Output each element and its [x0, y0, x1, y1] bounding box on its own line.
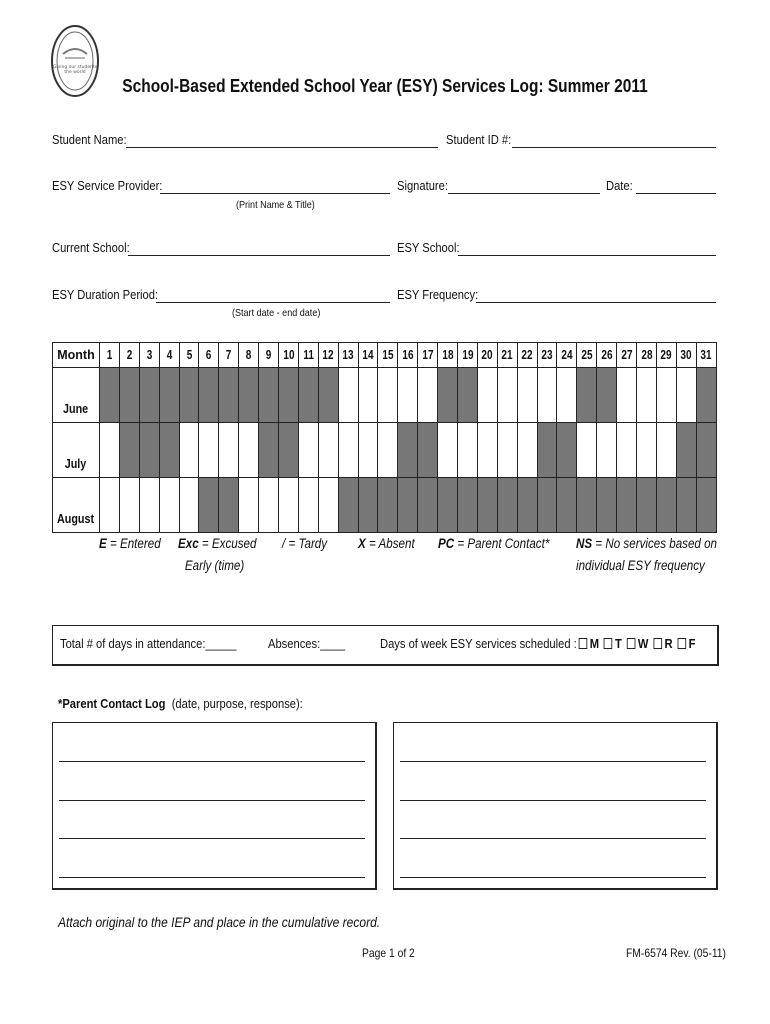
day-cell-no-service — [239, 368, 259, 423]
day-number: 10 — [282, 348, 295, 362]
day-cell-no-service — [497, 478, 517, 533]
day-number: 3 — [146, 348, 153, 362]
day-cell[interactable] — [199, 423, 219, 478]
frequency-label: ESY Frequency: — [397, 287, 479, 302]
legend-excused-text-2: Early (time) — [184, 558, 245, 573]
contact-line[interactable] — [400, 877, 706, 878]
contact-line[interactable] — [59, 838, 365, 839]
legend-absent — [358, 533, 415, 555]
day-header — [239, 343, 259, 368]
duration-field[interactable] — [156, 302, 390, 303]
day-cell-no-service — [676, 423, 696, 478]
day-number: 18 — [442, 348, 454, 362]
calendar-header-row — [53, 343, 717, 368]
svg-text:the world: the world — [64, 70, 86, 75]
day-header — [497, 343, 517, 368]
day-cell-no-service — [696, 423, 716, 478]
day-cell-no-service — [537, 478, 557, 533]
contact-log-title: *Parent Contact Log — [58, 696, 166, 711]
day-cell[interactable] — [239, 478, 259, 533]
day-cell[interactable] — [139, 478, 159, 533]
legend-entered-text: = Entered — [106, 536, 161, 551]
day-cell[interactable] — [497, 368, 517, 423]
day-number: 22 — [521, 348, 533, 362]
day-cell[interactable] — [418, 368, 438, 423]
date-field[interactable] — [636, 193, 716, 194]
esy-school-label: ESY School: — [397, 240, 460, 255]
day-number: 20 — [481, 348, 493, 362]
day-cell[interactable] — [239, 423, 259, 478]
day-monday: M — [589, 636, 600, 651]
day-cell-no-service — [438, 368, 458, 423]
month-row — [53, 423, 717, 478]
day-cell[interactable] — [298, 423, 318, 478]
day-header — [676, 343, 696, 368]
student-name-label: Student Name: — [52, 132, 127, 147]
day-cell-no-service — [517, 478, 537, 533]
day-number: 1 — [106, 348, 113, 362]
day-cell[interactable] — [100, 423, 120, 478]
day-cell[interactable] — [458, 423, 478, 478]
day-number: 17 — [422, 348, 434, 362]
checkbox-wednesday[interactable] — [627, 638, 636, 649]
day-cell-no-service — [259, 423, 279, 478]
esy-school-field[interactable] — [458, 255, 716, 256]
day-cell-no-service — [617, 478, 637, 533]
contact-line[interactable] — [400, 838, 706, 839]
absences-field[interactable]: Absences:____ — [268, 636, 346, 651]
legend-excused-text: = Excused — [198, 536, 257, 551]
day-header — [338, 343, 358, 368]
day-cell[interactable] — [517, 368, 537, 423]
checkbox-thursday[interactable] — [653, 638, 662, 649]
day-cell-no-service — [338, 478, 358, 533]
legend-pc-text: = Parent Contact* — [454, 536, 550, 551]
day-tuesday: T — [615, 636, 622, 651]
contact-line[interactable] — [59, 761, 365, 762]
day-cell-no-service — [358, 478, 378, 533]
month-name — [53, 368, 100, 423]
attendance-calendar — [52, 342, 717, 533]
duration-hint: (Start date - end date) — [232, 307, 321, 319]
date-label: Date: — [606, 178, 633, 193]
legend-absent-key: X — [358, 536, 366, 551]
month-name-text: July — [65, 457, 87, 471]
provider-hint: (Print Name & Title) — [236, 199, 315, 211]
day-cell-no-service — [279, 423, 299, 478]
day-cell[interactable] — [179, 478, 199, 533]
contact-line[interactable] — [59, 877, 365, 878]
checkbox-friday[interactable] — [677, 638, 686, 649]
day-number: 19 — [461, 348, 474, 362]
day-cell-no-service — [577, 368, 597, 423]
day-cell[interactable] — [378, 423, 398, 478]
day-number: 25 — [581, 348, 593, 362]
day-cell-no-service — [438, 478, 458, 533]
checkbox-monday[interactable] — [579, 638, 588, 649]
day-number: 12 — [322, 348, 334, 362]
day-cell-no-service — [696, 478, 716, 533]
day-header — [477, 343, 497, 368]
day-header — [418, 343, 438, 368]
day-cell[interactable] — [338, 423, 358, 478]
legend-absent-text: = Absent — [365, 536, 415, 551]
svg-text:Giving our students: Giving our students — [52, 65, 98, 70]
day-number: 15 — [382, 348, 394, 362]
day-cell[interactable] — [259, 478, 279, 533]
day-number: 27 — [621, 348, 633, 362]
provider-field[interactable] — [160, 193, 390, 194]
day-header — [298, 343, 318, 368]
student-name-field[interactable] — [126, 147, 438, 148]
legend-ns-text: = No services based on — [592, 536, 718, 551]
month-name-text: June — [63, 402, 89, 416]
contact-line[interactable] — [400, 761, 706, 762]
day-cell[interactable] — [537, 368, 557, 423]
day-cell-no-service — [656, 478, 676, 533]
day-cell-no-service — [597, 368, 617, 423]
day-cell[interactable] — [656, 423, 676, 478]
month-header: Month — [53, 343, 100, 368]
contact-line[interactable] — [400, 800, 706, 801]
day-cell[interactable] — [637, 368, 657, 423]
day-cell[interactable] — [517, 423, 537, 478]
checkbox-tuesday[interactable] — [604, 638, 613, 649]
day-cell-no-service — [119, 423, 139, 478]
contact-log-heading — [58, 696, 303, 711]
day-cell[interactable] — [358, 423, 378, 478]
day-cell-no-service — [696, 368, 716, 423]
day-cell-no-service — [279, 368, 299, 423]
month-name — [53, 478, 100, 533]
day-cell[interactable] — [338, 368, 358, 423]
day-cell[interactable] — [378, 368, 398, 423]
day-header — [577, 343, 597, 368]
contact-log-box-left — [52, 722, 377, 890]
day-header — [696, 343, 716, 368]
day-header — [458, 343, 478, 368]
day-header — [318, 343, 338, 368]
day-cell-no-service — [557, 478, 577, 533]
student-id-label: Student ID #: — [446, 132, 512, 147]
day-number: 31 — [700, 348, 712, 362]
day-header — [199, 343, 219, 368]
day-cell-no-service — [100, 368, 120, 423]
form-number: FM-6574 Rev. (05-11) — [626, 946, 726, 960]
day-number: 29 — [660, 348, 672, 362]
day-cell-no-service — [398, 423, 418, 478]
day-friday: F — [688, 636, 696, 651]
day-header — [259, 343, 279, 368]
day-cell[interactable] — [159, 478, 179, 533]
legend-parent-contact — [438, 533, 549, 555]
page-number: Page 1 of 2 — [362, 946, 415, 960]
day-header — [139, 343, 159, 368]
day-cell-no-service — [676, 478, 696, 533]
day-header — [557, 343, 577, 368]
attendance-total-field[interactable]: Total # of days in attendance:_____ — [60, 636, 237, 651]
day-header — [398, 343, 418, 368]
day-header — [100, 343, 120, 368]
provider-label: ESY Service Provider: — [52, 178, 163, 193]
attach-instruction: Attach original to the IEP and place in the cumulative record. — [58, 914, 381, 930]
day-header — [438, 343, 458, 368]
day-cell-no-service — [179, 368, 199, 423]
day-number: 26 — [601, 348, 613, 362]
day-number: 5 — [186, 348, 192, 362]
day-number: 23 — [541, 348, 553, 362]
month-row — [53, 368, 717, 423]
day-cell-no-service — [298, 368, 318, 423]
legend-no-services — [576, 533, 717, 577]
day-cell-no-service — [418, 423, 438, 478]
day-cell[interactable] — [100, 478, 120, 533]
signature-field[interactable] — [448, 193, 600, 194]
legend-excused-key: Exc — [178, 536, 199, 551]
day-cell[interactable] — [557, 368, 577, 423]
legend-entered — [99, 533, 161, 555]
day-cell[interactable] — [497, 423, 517, 478]
day-header — [179, 343, 199, 368]
day-cell[interactable] — [477, 368, 497, 423]
legend-ns-key: NS — [576, 536, 593, 551]
day-number: 7 — [226, 348, 232, 362]
day-cell-no-service — [199, 368, 219, 423]
day-cell-no-service — [139, 368, 159, 423]
day-cell[interactable] — [298, 478, 318, 533]
day-cell[interactable] — [676, 368, 696, 423]
day-cell-no-service — [159, 368, 179, 423]
day-cell[interactable] — [597, 423, 617, 478]
day-number: 8 — [245, 348, 252, 362]
day-cell-no-service — [458, 368, 478, 423]
day-header — [219, 343, 239, 368]
day-number: 28 — [640, 348, 653, 362]
day-header — [279, 343, 299, 368]
signature-label: Signature: — [397, 178, 448, 193]
day-number: 30 — [680, 348, 692, 362]
day-cell[interactable] — [318, 423, 338, 478]
day-header — [656, 343, 676, 368]
day-cell[interactable] — [398, 368, 418, 423]
day-cell[interactable] — [219, 423, 239, 478]
frequency-field[interactable] — [476, 302, 716, 303]
day-cell-no-service — [418, 478, 438, 533]
day-cell-no-service — [219, 478, 239, 533]
day-header — [617, 343, 637, 368]
day-cell-no-service — [537, 423, 557, 478]
day-cell-no-service — [398, 478, 418, 533]
day-number: 21 — [501, 348, 513, 362]
day-header — [358, 343, 378, 368]
day-cell[interactable] — [477, 423, 497, 478]
day-cell-no-service — [318, 368, 338, 423]
day-cell[interactable] — [318, 478, 338, 533]
day-header — [637, 343, 657, 368]
day-header — [597, 343, 617, 368]
day-header — [159, 343, 179, 368]
day-cell[interactable] — [438, 423, 458, 478]
page-title: School-Based Extended School Year (ESY) Services Log: Summer 2011 — [122, 76, 648, 96]
day-cell-no-service — [259, 368, 279, 423]
day-thursday: R — [664, 636, 673, 651]
day-cell-no-service — [159, 423, 179, 478]
day-cell-no-service — [199, 478, 219, 533]
day-wednesday: W — [637, 636, 649, 651]
day-cell[interactable] — [279, 478, 299, 533]
legend-excused — [178, 533, 256, 577]
day-cell[interactable] — [617, 423, 637, 478]
current-school-field[interactable] — [128, 255, 390, 256]
month-row — [53, 478, 717, 533]
day-cell-no-service — [477, 478, 497, 533]
days-of-week-label: Days of week ESY services scheduled : — [380, 636, 577, 651]
day-cell[interactable] — [119, 478, 139, 533]
current-school-label: Current School: — [52, 240, 130, 255]
day-header — [119, 343, 139, 368]
day-cell-no-service — [219, 368, 239, 423]
day-header — [517, 343, 537, 368]
day-cell-no-service — [458, 478, 478, 533]
day-number: 14 — [362, 348, 374, 362]
day-cell[interactable] — [637, 423, 657, 478]
day-cell[interactable] — [179, 423, 199, 478]
day-number: 11 — [303, 348, 314, 362]
day-number: 13 — [342, 348, 354, 362]
day-cell[interactable] — [617, 368, 637, 423]
days-of-week — [380, 636, 695, 651]
day-number: 4 — [166, 348, 172, 362]
day-header — [378, 343, 398, 368]
student-id-field[interactable] — [512, 147, 716, 148]
contact-line[interactable] — [59, 800, 365, 801]
day-number: 2 — [126, 348, 133, 362]
day-number: 6 — [206, 348, 212, 362]
day-cell-no-service — [577, 478, 597, 533]
day-header — [537, 343, 557, 368]
legend-pc-key: PC — [438, 536, 455, 551]
legend-entered-key: E — [99, 536, 107, 551]
day-cell-no-service — [597, 478, 617, 533]
day-cell[interactable] — [358, 368, 378, 423]
day-number: 16 — [402, 348, 414, 362]
day-cell[interactable] — [577, 423, 597, 478]
legend-ns-text-2: individual ESY frequency — [576, 558, 705, 573]
legend-tardy: / = Tardy — [282, 536, 328, 551]
contact-log-box-right — [393, 722, 718, 890]
day-cell-no-service — [378, 478, 398, 533]
contact-log-subtitle: (date, purpose, response): — [171, 696, 303, 711]
day-cell-no-service — [637, 478, 657, 533]
duration-label: ESY Duration Period: — [52, 287, 159, 302]
day-cell-no-service — [119, 368, 139, 423]
day-cell-no-service — [139, 423, 159, 478]
day-cell[interactable] — [656, 368, 676, 423]
day-cell-no-service — [557, 423, 577, 478]
month-name — [53, 423, 100, 478]
day-number: 24 — [561, 348, 573, 362]
day-number: 9 — [265, 348, 272, 362]
month-name-text: August — [57, 512, 95, 526]
